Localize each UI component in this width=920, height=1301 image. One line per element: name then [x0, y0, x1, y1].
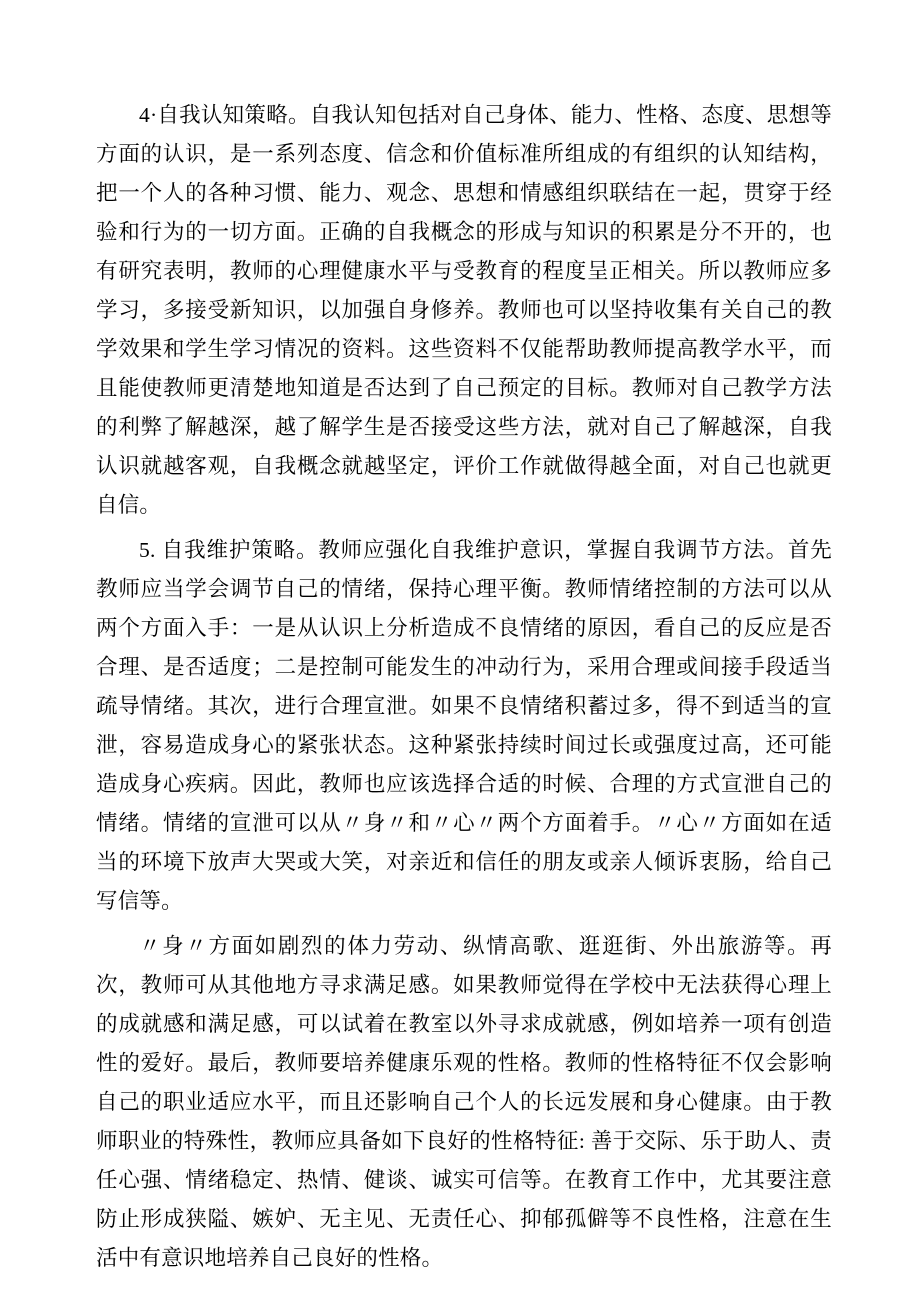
paragraph-self-cognition-strategy: 4·自我认知策略。自我认知包括对自己身体、能力、性格、态度、思想等方面的认识，是一系列态度、信念和价值标准所组成的有组织的认知结构，把一个人的各种习惯、能力、观念、思想和情感组织联结在一起，贯穿于经验和行为的一切方面。正确的自我概念的形成与知识的积累是分不开的，也有研究表明，教师的心理健康水平与受教育的程度呈正相关。所以教师应多学习，多接受新知识，以加强自身修养。教师也可以坚持收集有关自己的教学效果和学生学习情况的资料。这些资料不仅能帮助教师提高教学水平，而且能使教师更清楚地知道是否达到了自己预定的目标。教师对自己教学方法的利弊了解越深，越了解学生是否接受这些方法，就对自己了解越深，自我认识就越客观，自我概念就越坚定，评价工作就做得越全面，对自己也就更自信。	[96, 103, 832, 517]
paragraph-body-aspect: 〃身〃方面如剧烈的体力劳动、纵情高歌、逛逛街、外出旅游等。再次，教师可从其他地方寻求满足感。如果教师觉得在学校中无法获得心理上的成就感和满足感，可以试着在教室以外寻求成就感，例如培养一项有创造性的爱好。最后，教师要培养健康乐观的性格。教师的性格特征不仅会影响自己的职业适应水平，而且还影响自己个人的长远发展和身心健康。由于教师职业的特殊性，教师应具备如下良好的性格特征: 善于交际、乐于助人、责任心强、情绪稳定、热情、健谈、诚实可信等。在教育工作中，尤其要注意防止形成狭隘、嫉妒、无主见、无责任心、抑郁孤僻等不良性格，注意在生活中有意识地培养自己良好的性格。	[96, 934, 832, 1270]
document-body	[96, 96, 832, 1278]
paragraph-self-maintenance-strategy: 5. 自我维护策略。教师应强化自我维护意识，掌握自我调节方法。首先教师应当学会调节自己的情绪，保持心理平衡。教师情绪控制的方法可以从两个方面入手：一是从认识上分析造成不良情绪的原因，看自己的反应是否合理、是否适度；二是控制可能发生的冲动行为，采用合理或间接手段适当疏导情绪。其次，进行合理宣泄。如果不良情绪积蓄过多，得不到适当的宣泄，容易造成身心的紧张状态。这种紧张持续时间过长或强度过高，还可能造成身心疾病。因此，教师也应该选择合适的时候、合理的方式宣泄自己的情绪。情绪的宣泄可以从〃身〃和〃心〃两个方面着手。〃心〃方面如在适当的环境下放声大哭或大笑，对亲近和信任的朋友或亲人倾诉衷肠，给自己写信等。	[96, 538, 832, 913]
